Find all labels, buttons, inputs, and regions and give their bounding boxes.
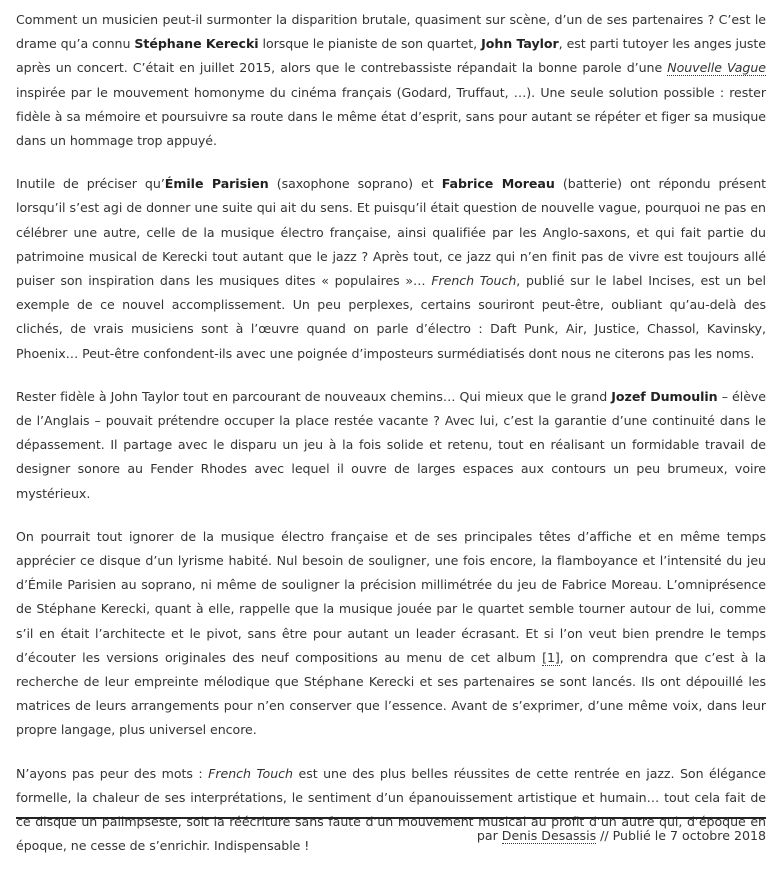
text-run: (batterie) ont répondu présent lorsqu’il s’est agi de donner une suite qui ait du sens. Et puisqu’il était question de nouvelle vague, pourquoi ne pas en célébrer une autre, celle de la musique électro française, ainsi qualifiée par les Anglo-saxons, et qui fait partie du patrimoine musical de Kerecki tout autant que le jazz ? Après tout, ce jazz qui n’en finit pas de vivre est toujours allé puiser son inspiration dans les musiques dites « populaires »… [16, 176, 767, 289]
article-body [16, 8, 766, 878]
paragraph-pianist [16, 385, 766, 506]
bold-name: Stéphane Kerecki [134, 36, 259, 52]
text-run: est une des plus belles réussites de cette rentrée en jazz. Son élégance formelle, la chaleur de ses interprétations, le sentiment d’un épanouissement artistique et humain… tout cela fait de ce disque un palimpseste, soit la réécriture sans faute d’un mouvement musical au profit d’un autre qui, d’époque en époque, ne cesse de s’enrichir. Indispensable ! [16, 765, 766, 854]
inline-link[interactable]: Nouvelle Vague [667, 60, 766, 76]
text-run: , est parti tutoyer les anges juste après un concert. C’était en juillet 2015, alors que le contrebassiste répandait la bonne parole d’une [16, 36, 766, 76]
bold-name: Émile Parisien [164, 176, 269, 192]
paragraph-analysis [16, 525, 766, 743]
bold-name: Fabrice Moreau [441, 176, 555, 192]
author-link[interactable]: Denis Desassis [501, 828, 597, 843]
text-run: Comment un musicien peut-il surmonter la disparition brutale, quasiment sur scène, d’un de ses partenaires ? C’est le drame qu’a connu [16, 12, 766, 52]
text-run: Inutile de préciser qu’ [16, 176, 165, 192]
footer-divider [16, 817, 766, 819]
italic-title: French Touch [431, 273, 517, 289]
bold-name: John Taylor [481, 36, 559, 52]
publication-date: // Publié le 7 octobre 2018 [596, 828, 766, 843]
footnote-link[interactable]: [1] [542, 649, 560, 665]
text-run: lorsque le pianiste de son quartet, [258, 36, 482, 52]
bold-name: Jozef Dumoulin [611, 388, 718, 404]
italic-title: French Touch [208, 765, 293, 781]
byline-prefix: par [476, 828, 502, 843]
text-run: (saxophone soprano) et [268, 176, 442, 192]
text-run: , on comprendra que c’est à la recherche de leur empreinte mélodique que Stéphane Kerecki et ses partenaires se sont lancés. Ils ont dépouillé les matrices de leurs arrangements pour n’en conserver que l’essence. Avant de s’exprimer, d’une même voix, dans leur propre langage, plus universel encore. [16, 649, 767, 738]
paragraph-intro [16, 8, 766, 153]
paragraph-lineup [16, 172, 766, 366]
text-run: Rester fidèle à John Taylor tout en parcourant de nouveaux chemins… Qui mieux que le grand [16, 388, 612, 404]
text-run: inspirée par le mouvement homonyme du cinéma français (Godard, Truffaut, …). Une seule solution possible : rester fidèle à sa mémoire et poursuivre sa route dans le même état d’esprit, sans pour autant se répéter et figer sa musique dans un hommage trop appuyé. [16, 84, 766, 149]
byline [477, 826, 766, 846]
text-run: N’ayons pas peur des mots : [16, 765, 209, 781]
text-run: – élève de l’Anglais – pouvait prétendre occuper la place restée vacante ? Avec lui, c’est la garantie d’une continuité dans le dépassement. Il partage avec le disparu un jeu à la fois solide et retenu, tout en réalisant un formidable travail de designer sonore au Fender Rhodes avec lequel il ouvre de larges espaces aux contours un peu brumeux, voire mystérieux. [16, 388, 766, 501]
text-run: On pourrait tout ignorer de la musique électro française et de ses principales têtes d’affiche et en même temps apprécier ce disque d’un lyrisme habité. Nul besoin de souligner, une fois encore, la flamboyance et l’intensité du jeu d’Émile Parisien au soprano, ni même de souligner la précision millimétrée du jeu de Fabrice Moreau. L’omniprésence de Stéphane Kerecki, quant à elle, rappelle que la musique jouée par le quartet semble tourner autour de lui, comme s’il en était l’architecte et le pivot, sans être pour autant un leader écrasant. Et si l’on veut bien prendre le temps d’écouter les versions originales des neuf compositions au menu de cet album [16, 528, 766, 665]
text-run: , publié sur le label Incises, est un bel exemple de ce nouvel accomplissement. Un peu perplexes, certains souriront peut-être, oubliant qu’au-delà des clichés, de vrais musiciens sont à l’œuvre quand on parle d’électro : Daft Punk, Air, Justice, Chassol, Kavinsky, Phoenix… Peut-être confondent-ils avec une poignée d’imposteurs surmédiatisés dont nous ne citerons pas les noms. [16, 273, 766, 361]
